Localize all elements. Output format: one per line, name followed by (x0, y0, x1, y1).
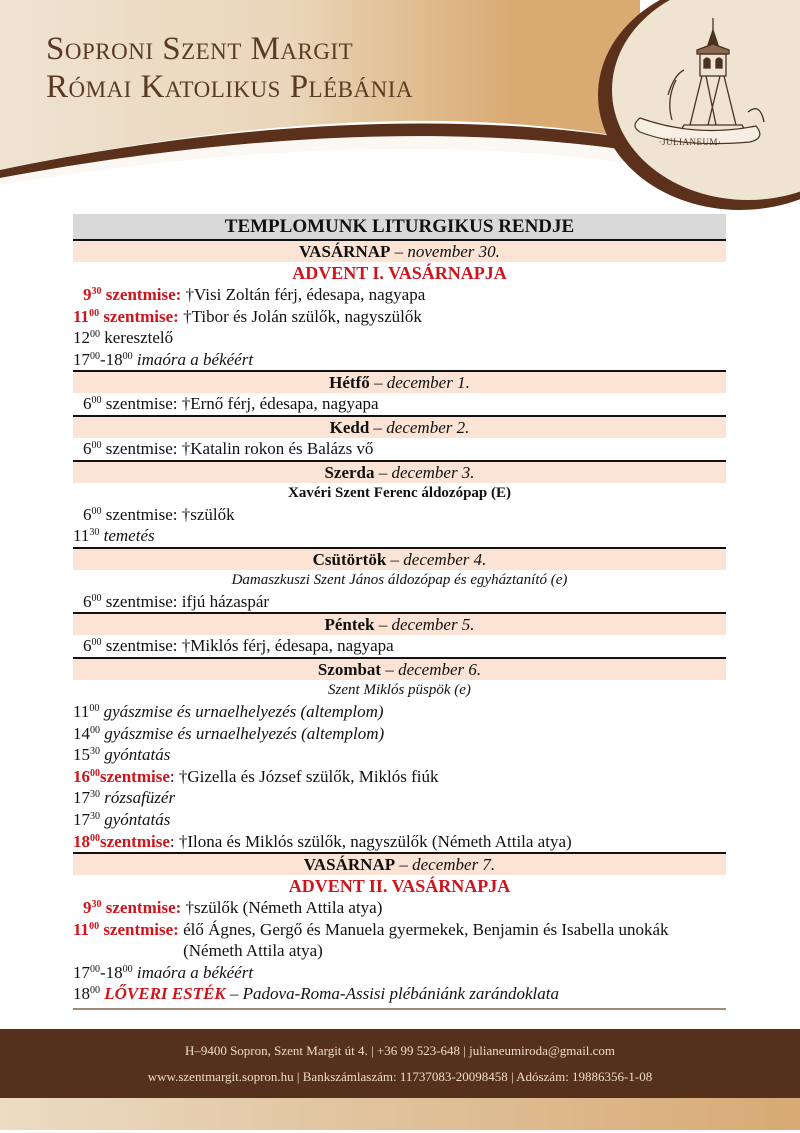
entry-text: : †Ilona és Miklós szülők, nagyszülők (Németh Attila atya) (169, 831, 572, 851)
time-minutes: 00 (91, 395, 102, 407)
time-minutes: 00 (89, 702, 100, 714)
day-date: – december 3. (374, 462, 475, 482)
entry-text: -18 (100, 962, 123, 982)
time-minutes: 00 (91, 439, 102, 451)
entry-text: szentmise: †szülők (101, 504, 235, 524)
entry-text: gyóntatás (100, 809, 171, 829)
entry-text (73, 832, 170, 851)
day-date: – december 1. (369, 373, 470, 393)
time-minutes: 30 (91, 899, 102, 911)
entry-text: 14 (73, 723, 90, 743)
entry-text: temetés (99, 526, 155, 546)
feast-title: Damaszkuszi Szent János áldozópap és egyháztanító (e) (231, 571, 568, 588)
schedule-entry (73, 809, 726, 831)
time-minutes: 30 (90, 810, 100, 822)
footer-decorative-band (0, 1098, 800, 1130)
entry-text: 9 (83, 285, 92, 304)
day-date: – december 5. (374, 615, 475, 635)
entry-text: szentmise: (105, 898, 182, 918)
day-name: Kedd (329, 417, 370, 437)
entry-text: 18 (73, 831, 90, 851)
day-name: VASÁRNAP (299, 242, 391, 261)
time-minutes: 30 (91, 286, 102, 297)
schedule-entry (73, 983, 726, 1005)
entry-text: †Tibor és Jolán szülők, nagyszülők (178, 306, 422, 326)
schedule-entry (73, 897, 726, 919)
entry-text: szentmise: (103, 306, 179, 326)
entry-text: 6 (83, 591, 92, 611)
entry-text: 18 (73, 984, 90, 1004)
entry-text: szentmise: †Miklós férj, édesapa, nagyapa (101, 636, 394, 656)
schedule-entry (73, 504, 726, 526)
page-footer (0, 1029, 800, 1098)
entry-text: gyóntatás (100, 745, 171, 765)
entry-text: 9 (83, 898, 92, 918)
feast-title: ADVENT II. VASÁRNAPJA (288, 876, 511, 897)
entry-text: – Padova-Roma-Assisi plébániánk zarándoklata (225, 984, 560, 1004)
time-minutes: 00 (122, 963, 133, 975)
schedule-entry (73, 635, 726, 657)
entry-text (83, 898, 181, 917)
time-minutes: 30 (90, 746, 100, 758)
entry-text: : †Gizella és József szülők, Miklós fiúk (169, 766, 439, 786)
schedule-entry (73, 723, 726, 745)
feast-title: Xavéri Szent Ferenc áldozópap (E) (287, 484, 512, 501)
time-minutes: 00 (90, 832, 100, 844)
footer-contact: H–9400 Sopron, Szent Margit út 4. | +36 99 523-648 | julianeumiroda@gmail.com (184, 1043, 616, 1058)
time-minutes: 00 (90, 724, 100, 736)
entry-text (73, 920, 179, 939)
entry-text: †szülők (Németh Attila atya) (181, 898, 383, 918)
day-date: – december 2. (369, 417, 470, 437)
day-header (73, 614, 726, 635)
entry-text: szentmise (100, 766, 170, 786)
feast-title: Szent Miklós püspök (e) (328, 681, 471, 698)
schedule-title: TEMPLOMUNK LITURGIKUS RENDJE (73, 214, 726, 241)
time-minutes: 00 (90, 963, 100, 975)
schedule-entry (73, 787, 726, 809)
schedule-entry (73, 919, 726, 962)
entry-text: gyászmise és urnaelhelyezés (altemplom) (99, 701, 384, 721)
org-title-line2: Római Katolikus Plébánia (46, 69, 413, 105)
entry-text: 6 (83, 504, 92, 524)
schedule-entry (73, 284, 726, 306)
feast-title: ADVENT I. VASÁRNAPJA (292, 263, 507, 283)
time-minutes: 00 (89, 920, 100, 932)
entry-text: keresztelő (100, 328, 174, 348)
day-name: Szerda (324, 462, 375, 482)
schedule-entry (73, 393, 726, 415)
time-minutes: 00 (90, 329, 100, 341)
day-name: Csütörtök (312, 549, 387, 569)
entry-text: 17 (73, 349, 90, 369)
time-minutes: 00 (90, 350, 100, 362)
entry-text: 17 (73, 809, 90, 829)
schedule-entry (73, 744, 726, 766)
entry-text: gyászmise és urnaelhelyezés (altemplom) (100, 723, 385, 743)
page-header (0, 0, 800, 210)
entry-text: 12 (73, 328, 90, 348)
time-minutes: 30 (89, 527, 100, 539)
entry-text: 15 (73, 745, 90, 765)
entry-text: 6 (83, 636, 92, 656)
section-divider (73, 1008, 726, 1010)
day-header (73, 372, 726, 393)
entry-text: 11 (73, 701, 90, 721)
entry-text: 16 (73, 766, 90, 786)
schedule-entry (73, 831, 726, 853)
schedule-entry (73, 327, 726, 349)
entry-text: szentmise: (103, 919, 179, 939)
time-minutes: 00 (91, 505, 102, 517)
event-highlight: LŐVERI ESTÉK (104, 984, 226, 1004)
time-minutes: 00 (91, 637, 102, 649)
day-header (73, 462, 726, 483)
entry-text (83, 285, 181, 304)
day-header (73, 241, 726, 262)
entry-text: rózsafüzér (100, 788, 176, 808)
schedule-entry (73, 525, 726, 547)
entry-text: 11 (73, 526, 90, 546)
day-name: Péntek (324, 615, 375, 635)
entry-text: imaóra a békéért (132, 962, 254, 982)
entry-text: 17 (73, 962, 90, 982)
liturgy-schedule (73, 214, 726, 1010)
entry-text: 11 (73, 919, 90, 939)
entry-text: szentmise: (105, 285, 182, 304)
schedule-entry (73, 962, 726, 984)
organization-title (46, 30, 413, 106)
day-date: – december 7. (395, 855, 496, 875)
entry-text: 11 (73, 306, 90, 326)
entry-text: szentmise (100, 831, 170, 851)
time-minutes: 00 (90, 985, 100, 997)
day-header (73, 659, 726, 680)
day-date: – november 30. (394, 242, 500, 261)
entry-text: -18 (100, 349, 123, 369)
entry-text: szentmise: ifjú házaspár (101, 591, 270, 611)
schedule-entry (73, 306, 726, 328)
entry-text: szentmise: †Katalin rokon és Balázs vő (101, 438, 374, 458)
entry-text: 6 (83, 438, 92, 458)
schedule-entry (73, 591, 726, 613)
day-header (73, 417, 726, 438)
entry-text: szentmise: †Ernő férj, édesapa, nagyapa (101, 394, 379, 414)
day-name: Szombat (317, 659, 382, 679)
day-date: – december 4. (386, 549, 487, 569)
time-minutes: 00 (90, 767, 100, 779)
entry-text (73, 767, 170, 786)
entry-text: imaóra a békéért (132, 349, 254, 369)
logo-label: ·JULIANEUM· (658, 137, 722, 147)
schedule-entry (73, 349, 726, 371)
entry-text: 6 (83, 394, 92, 414)
day-date: – december 6. (381, 659, 482, 679)
time-minutes: 00 (122, 350, 133, 362)
schedule-entry (73, 766, 726, 788)
entry-text: †Visi Zoltán férj, édesapa, nagyapa (181, 285, 426, 304)
day-header (73, 854, 726, 875)
time-minutes: 00 (91, 592, 102, 604)
footer-details: www.szentmargit.sopron.hu | Bankszámlaszám: 11737083-20098458 | Adószám: 19886356-1-08 (147, 1069, 653, 1084)
schedule-entry (73, 701, 726, 723)
time-minutes: 30 (90, 789, 100, 801)
entry-text: élő Ágnes, Gergő és Manuela gyermekek, Benjamin és Isabella unokák (Németh Attila atya) (183, 919, 669, 961)
entry-text: 17 (73, 788, 90, 808)
schedule-entry (73, 438, 726, 460)
day-header (73, 549, 726, 570)
day-name: Hétfő (329, 373, 370, 393)
day-name: VASÁRNAP (303, 855, 396, 875)
entry-text (73, 307, 179, 326)
time-minutes: 00 (89, 307, 100, 319)
org-title-line1: Soproni Szent Margit (46, 31, 354, 67)
